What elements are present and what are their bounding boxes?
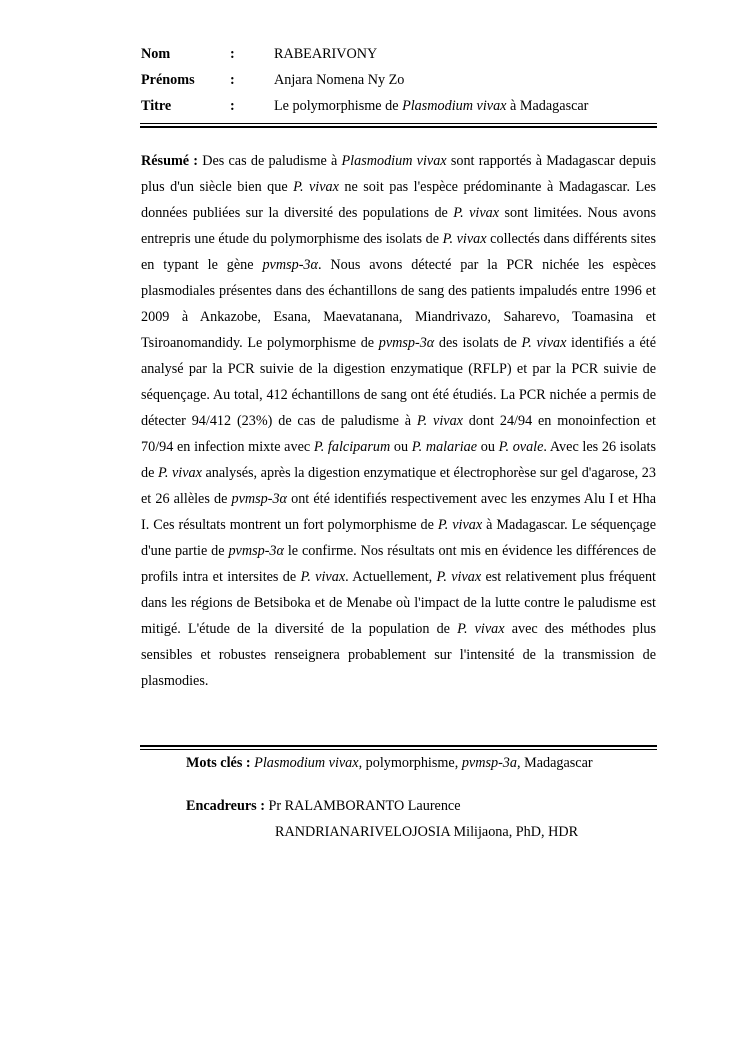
text-run: Des cas de paludisme à xyxy=(198,153,342,169)
italic-term: P. vivax xyxy=(436,569,482,585)
italic-term: pvmsp-3a xyxy=(461,755,517,771)
supervisor-second: RANDRIANARIVELOJOSIA Milijaona, PhD, HDR xyxy=(275,824,579,840)
italic-term: P. vivax xyxy=(442,231,487,247)
top-rule-thin xyxy=(140,123,657,124)
header-label: Titre xyxy=(141,98,172,114)
text-run: . Avec les 26 isolats de xyxy=(141,439,657,481)
supervisors-lead: Encadreurs : xyxy=(186,798,265,814)
header-value: RABEARIVONY xyxy=(274,46,378,62)
keywords-lead: Mots clés : xyxy=(186,755,251,771)
supervisors-line xyxy=(186,796,461,816)
italic-term: P. vivax xyxy=(457,621,505,637)
text-run: ont été identifiés respectivement avec les enzymes Alu I et Hha I. Ces résultats montrent un fort polymorphisme de xyxy=(141,491,656,533)
text-run: à Madagascar. Le séquençage d'une partie de xyxy=(141,517,656,559)
italic-term: P. vivax xyxy=(416,413,463,429)
italic-term: P. vivax xyxy=(293,179,339,195)
italic-term: P. malariae xyxy=(411,439,478,455)
italic-term: P. ovale xyxy=(498,439,544,455)
text-run: ou xyxy=(477,439,499,455)
top-rule-thick xyxy=(140,126,657,128)
header-separator: : xyxy=(230,72,235,88)
header-value xyxy=(274,97,588,115)
text-run: dont 24/94 en monoinfection et 70/94 en infection mixte avec xyxy=(141,413,657,455)
italic-term: Plasmodium vivax xyxy=(254,755,359,771)
text-run: , Madagascar xyxy=(517,755,593,771)
italic-term: pvmsp-3α xyxy=(378,335,435,351)
text-run: le confirme. Nos résultats ont mis en évidence les différences de profils intra et intersites de xyxy=(141,543,656,585)
title-pre: Le polymorphisme de xyxy=(274,98,403,114)
text-run: est relativement plus fréquent dans les régions de Betsiboka et de Menabe où l'impact de la lutte contre le paludisme est mitigé. L'étude de la diversité de la population de xyxy=(141,569,656,637)
text-run: sont rapportés à Madagascar depuis plus d'un siècle bien que xyxy=(141,153,657,195)
supervisor-first: Pr RALAMBORANTO Laurence xyxy=(264,798,461,814)
italic-term: pvmsp-3α xyxy=(262,257,318,273)
header-separator: : xyxy=(230,46,235,62)
text-run: , polymorphisme, xyxy=(358,755,462,771)
text-run: analysés, après la digestion enzymatique et électrophorèse sur gel d'agarose, 23 et 26 allèles de xyxy=(141,465,656,507)
text-run: des isolats de xyxy=(434,335,522,351)
text-run: ne soit pas l'espèce prédominante à Madagascar. Les données publiées sur la diversité des populations de xyxy=(141,179,656,221)
title-species: Plasmodium vivax xyxy=(402,98,507,114)
title-post: à Madagascar xyxy=(506,98,589,114)
italic-term: Plasmodium vivax xyxy=(341,153,447,169)
bottom-rule-thick xyxy=(140,745,657,747)
header-label: Prénoms xyxy=(141,72,195,88)
italic-term: P. vivax xyxy=(300,569,346,585)
header-label: Nom xyxy=(141,46,171,62)
text-run: avec des méthodes plus sensibles et robustes renseignera probablement sur l'intensité de la transmission de plasmodies. xyxy=(141,621,657,689)
keywords-body xyxy=(251,755,593,771)
italic-term: P. vivax xyxy=(157,465,202,481)
text-run: ou xyxy=(390,439,412,455)
italic-term: pvmsp-3α xyxy=(231,491,288,507)
italic-term: P. vivax xyxy=(521,335,567,351)
italic-term: P. vivax xyxy=(453,205,500,221)
italic-term: P. vivax xyxy=(437,517,483,533)
header-value: Anjara Nomena Ny Zo xyxy=(274,72,405,88)
text-run: identifiés a été analysé par la PCR suivie de la digestion enzymatique (RFLP) et par la PCR suivie de séquençage. Au total, 412 échantillons de sang ont été étudiés. La PCR nichée a permis de détecter 94/412 (23%) de cas de paludisme à xyxy=(141,335,656,429)
italic-term: P. falciparum xyxy=(313,439,391,455)
text-run: collectés dans différents sites en typant le gène xyxy=(141,231,657,273)
abstract-paragraph xyxy=(141,148,656,694)
italic-term: pvmsp-3α xyxy=(228,543,284,559)
text-run: sont limitées. Nous avons entrepris une étude du polymorphisme des isolats de xyxy=(141,205,656,247)
text-run: . Nous avons détecté par la PCR nichée les espèces plasmodiales présentes dans des échantillons de sang des patients impaludés entre 1996 et 2009 à Ankazobe, Esana, Maevatanana, Miandrivazo, Saharevo, Toamasina et Tsiroanomandidy. Le polymorphisme de xyxy=(141,257,657,351)
header-separator: : xyxy=(230,98,235,114)
abstract-lead: Résumé : xyxy=(141,153,199,169)
bottom-rule-thin xyxy=(140,749,657,750)
keywords-line xyxy=(186,753,593,773)
text-run: . Actuellement, xyxy=(345,569,437,585)
abstract-body xyxy=(141,153,656,689)
